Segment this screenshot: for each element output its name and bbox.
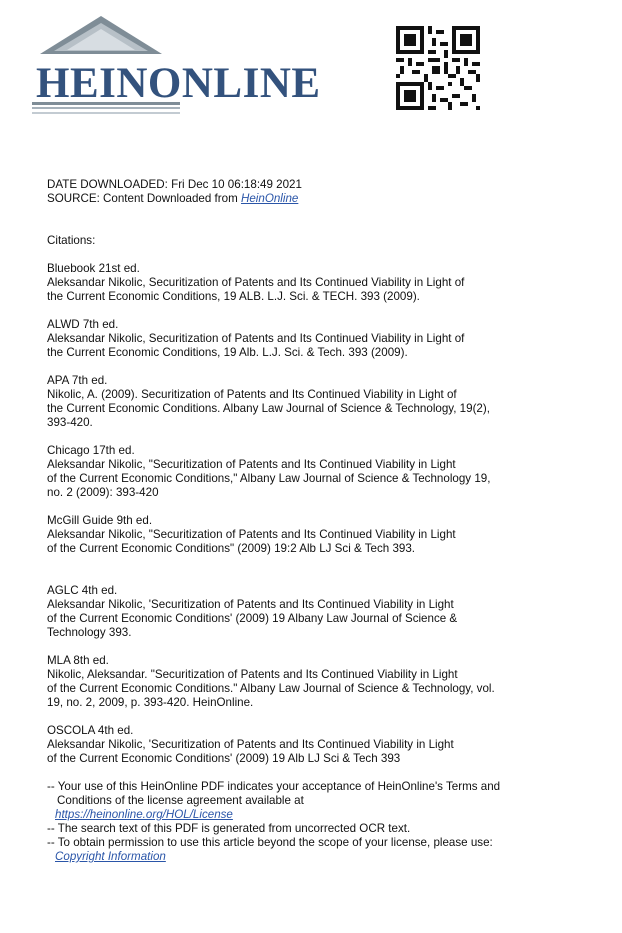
footer-notes [47,780,500,864]
citations-heading: Citations: [47,234,96,247]
terms-note-continued: Conditions of the license agreement available at [57,794,304,807]
citation-line: the Current Economic Conditions, 19 Alb. L.J. Sci. & Tech. 393 (2009). [47,346,408,359]
citation-style: MLA 8th ed. [47,654,109,667]
citation-line: the Current Economic Conditions. Albany Law Journal of Science & Technology, 19(2), [47,402,490,415]
citation-line: no. 2 (2009): 393-420 [47,486,159,499]
date-downloaded: DATE DOWNLOADED: Fri Dec 10 06:18:49 2021 [47,178,302,191]
citation-line: of the Current Economic Conditions," Albany Law Journal of Science & Technology 19, [47,472,491,485]
permission-note: -- To obtain permission to use this article beyond the scope of your license, please use: [47,836,493,849]
citation-style: ALWD 7th ed. [47,318,119,331]
citation-style: OSCOLA 4th ed. [47,724,134,737]
citation-mla [47,654,495,710]
citation-line: the Current Economic Conditions, 19 ALB. L.J. Sci. & TECH. 393 (2009). [47,290,420,303]
citation-line: of the Current Economic Conditions." Albany Law Journal of Science & Technology, vol. [47,682,495,695]
citation-line: Aleksandar Nikolic, 'Securitization of Patents and Its Continued Viability in Light [47,598,454,611]
citation-line: Aleksandar Nikolic, "Securitization of Patents and Its Continued Viability in Light [47,528,456,541]
citation-aglc [47,584,457,640]
citation-chicago [47,444,490,500]
source-line [47,192,298,206]
citation-line: of the Current Economic Conditions" (2009) 19:2 Alb LJ Sci & Tech 393. [47,542,416,555]
citation-style: Bluebook 21st ed. [47,262,140,275]
citation-style: AGLC 4th ed. [47,584,118,597]
citation-line: Aleksandar Nikolic, Securitization of Patents and Its Continued Viability in Light of [47,332,465,345]
heinonline-logo [32,14,350,120]
citation-line: Aleksandar Nikolic, 'Securitization of Patents and Its Continued Viability in Light [47,738,454,751]
citation-oscola [47,724,454,766]
citation-line: Nikolic, Aleksandar. "Securitization of Patents and Its Continued Viability in Light [47,668,458,681]
citation-line: of the Current Economic Conditions' (2009) 19 Alb LJ Sci & Tech 393 [47,752,401,765]
citation-mcgill [47,514,456,556]
ocr-note: -- The search text of this PDF is generated from uncorrected OCR text. [47,822,411,835]
qr-code-icon [396,26,480,110]
citation-apa [47,374,490,430]
citation-style: McGill Guide 9th ed. [47,514,153,527]
source-prefix: SOURCE: Content Downloaded from [47,192,238,205]
citation-style: Chicago 17th ed. [47,444,135,457]
citation-line: Technology 393. [47,626,132,639]
citation-line: 393-420. [47,416,93,429]
citation-line: Nikolic, A. (2009). Securitization of Patents and Its Continued Viability in Light of [47,388,457,401]
copyright-link[interactable]: Copyright Information [55,850,166,863]
citation-line: of the Current Economic Conditions' (2009) 19 Albany Law Journal of Science & [47,612,458,625]
logo-wordmark: HEINONLINE [36,60,321,107]
citation-line: Aleksandar Nikolic, "Securitization of Patents and Its Continued Viability in Light [47,458,456,471]
citation-alwd [47,318,464,360]
citation-style: APA 7th ed. [47,374,108,387]
citation-bluebook [47,262,464,304]
source-link[interactable]: HeinOnline [240,192,299,205]
terms-note: -- Your use of this HeinOnline PDF indicates your acceptance of HeinOnline's Terms and [47,780,501,793]
license-link[interactable]: https://heinonline.org/HOL/License [55,808,233,821]
citation-line: Aleksandar Nikolic, Securitization of Patents and Its Continued Viability in Light of [47,276,465,289]
citation-line: 19, no. 2, 2009, p. 393-420. HeinOnline. [47,696,254,709]
